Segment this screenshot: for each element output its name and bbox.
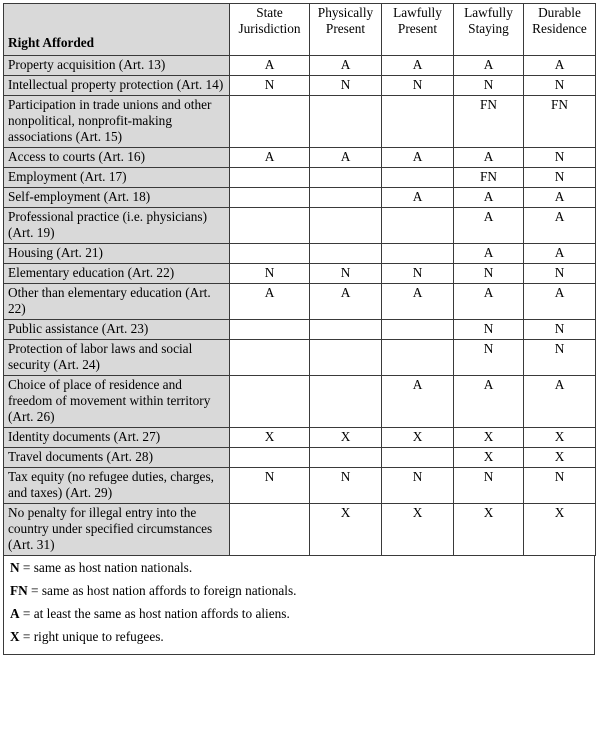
table-row: [4, 264, 596, 284]
table-cell: [230, 376, 310, 428]
table-cell: [230, 320, 310, 340]
table-cell: X: [310, 504, 382, 556]
row-label: Professional practice (i.e. physicians) (Art. 19): [4, 208, 230, 244]
rights-table: [3, 3, 596, 556]
table-cell: A: [454, 376, 524, 428]
table-cell: A: [382, 376, 454, 428]
table-cell: [310, 320, 382, 340]
legend-key: A: [10, 606, 20, 621]
table-cell: N: [454, 468, 524, 504]
table-cell: FN: [524, 96, 596, 148]
table-cell: X: [382, 504, 454, 556]
table-cell: X: [524, 428, 596, 448]
table-cell: [230, 448, 310, 468]
table-cell: [230, 208, 310, 244]
table-row: [4, 468, 596, 504]
table-cell: A: [454, 188, 524, 208]
table-cell: A: [524, 376, 596, 428]
legend-text: = same as host nation affords to foreign nationals.: [27, 583, 297, 598]
table-row: [4, 56, 596, 76]
table-cell: N: [310, 76, 382, 96]
table-row: [4, 284, 596, 320]
legend-item-n: [10, 558, 588, 581]
legend-text: = right unique to refugees.: [19, 629, 164, 644]
legend: [3, 556, 595, 655]
table-cell: [230, 340, 310, 376]
table-cell: [382, 96, 454, 148]
table-cell: N: [524, 320, 596, 340]
table-cell: A: [454, 244, 524, 264]
row-label: No penalty for illegal entry into the country under specified circumstances (Art. 31): [4, 504, 230, 556]
table-cell: A: [382, 188, 454, 208]
table-cell: [382, 448, 454, 468]
column-header-lawfully-staying: Lawfully Staying: [454, 4, 524, 56]
table-row: [4, 340, 596, 376]
table-cell: [382, 168, 454, 188]
table-cell: X: [454, 448, 524, 468]
table-cell: N: [382, 264, 454, 284]
table-row: [4, 76, 596, 96]
table-cell: N: [382, 468, 454, 504]
row-label: Participation in trade unions and other nonpolitical, nonprofit-making associations (Art. 15): [4, 96, 230, 148]
table-cell: N: [382, 76, 454, 96]
table-cell: [382, 244, 454, 264]
legend-text: = at least the same as host nation affords to aliens.: [19, 606, 290, 621]
table-row: [4, 168, 596, 188]
legend-item-x: [10, 627, 588, 650]
legend-text: = same as host nation nationals.: [19, 560, 193, 575]
table-cell: [310, 168, 382, 188]
row-label: Tax equity (no refugee duties, charges, and taxes) (Art. 29): [4, 468, 230, 504]
table-cell: A: [524, 208, 596, 244]
table-cell: [230, 244, 310, 264]
table-cell: X: [382, 428, 454, 448]
table-cell: [230, 168, 310, 188]
table-cell: A: [230, 148, 310, 168]
row-label: Other than elementary education (Art. 22): [4, 284, 230, 320]
row-label: Employment (Art. 17): [4, 168, 230, 188]
table-cell: [382, 320, 454, 340]
table-cell: [310, 188, 382, 208]
table-row: [4, 504, 596, 556]
table-cell: A: [230, 56, 310, 76]
table-cell: N: [524, 148, 596, 168]
table-cell: FN: [454, 168, 524, 188]
legend-item-a: [10, 604, 588, 627]
table-cell: N: [454, 320, 524, 340]
column-header-right-afforded: Right Afforded: [4, 4, 230, 56]
table-cell: A: [382, 148, 454, 168]
legend-key: N: [10, 560, 20, 575]
table-cell: A: [524, 56, 596, 76]
table-cell: A: [524, 188, 596, 208]
table-header-row: [4, 4, 596, 56]
table-cell: A: [524, 244, 596, 264]
table-cell: A: [454, 56, 524, 76]
table-cell: [310, 448, 382, 468]
table-cell: [310, 244, 382, 264]
table-row: [4, 376, 596, 428]
table-cell: A: [382, 284, 454, 320]
table-cell: N: [524, 340, 596, 376]
legend-item-fn: [10, 581, 588, 604]
table-cell: N: [524, 168, 596, 188]
table-cell: A: [454, 284, 524, 320]
table-cell: N: [524, 468, 596, 504]
table-cell: A: [310, 56, 382, 76]
table-cell: N: [454, 264, 524, 284]
column-header-physically-present: Physically Present: [310, 4, 382, 56]
table-cell: A: [230, 284, 310, 320]
table-cell: N: [524, 264, 596, 284]
row-label: Public assistance (Art. 23): [4, 320, 230, 340]
table-row: [4, 244, 596, 264]
table-cell: [230, 188, 310, 208]
table-row: [4, 148, 596, 168]
table-cell: A: [310, 284, 382, 320]
table-cell: N: [454, 340, 524, 376]
legend-key: FN: [10, 583, 28, 598]
table-row: [4, 448, 596, 468]
table-cell: X: [310, 428, 382, 448]
table-cell: [230, 96, 310, 148]
row-label: Choice of place of residence and freedom of movement within territory (Art. 26): [4, 376, 230, 428]
row-label: Identity documents (Art. 27): [4, 428, 230, 448]
table-cell: N: [230, 76, 310, 96]
table-cell: X: [524, 448, 596, 468]
table-cell: [382, 340, 454, 376]
table-row: [4, 208, 596, 244]
table-cell: [310, 340, 382, 376]
table-row: [4, 188, 596, 208]
row-label: Access to courts (Art. 16): [4, 148, 230, 168]
table-cell: N: [310, 264, 382, 284]
row-label: Intellectual property protection (Art. 14): [4, 76, 230, 96]
row-label: Housing (Art. 21): [4, 244, 230, 264]
table-body: [4, 56, 596, 556]
rights-document: [3, 3, 595, 655]
table-cell: N: [310, 468, 382, 504]
table-cell: A: [454, 208, 524, 244]
table-cell: X: [230, 428, 310, 448]
table-cell: A: [454, 148, 524, 168]
table-cell: N: [454, 76, 524, 96]
table-cell: [310, 208, 382, 244]
column-header-durable-residence: Durable Residence: [524, 4, 596, 56]
table-cell: X: [454, 504, 524, 556]
legend-key: X: [10, 629, 20, 644]
table-row: [4, 428, 596, 448]
row-label: Elementary education (Art. 22): [4, 264, 230, 284]
table-cell: N: [230, 468, 310, 504]
table-cell: [230, 504, 310, 556]
row-label: Travel documents (Art. 28): [4, 448, 230, 468]
table-cell: A: [382, 56, 454, 76]
table-row: [4, 320, 596, 340]
table-cell: [382, 208, 454, 244]
column-header-lawfully-present: Lawfully Present: [382, 4, 454, 56]
table-cell: A: [310, 148, 382, 168]
table-cell: A: [524, 284, 596, 320]
table-cell: FN: [454, 96, 524, 148]
table-cell: X: [524, 504, 596, 556]
table-cell: X: [454, 428, 524, 448]
row-label: Property acquisition (Art. 13): [4, 56, 230, 76]
table-row: [4, 96, 596, 148]
table-cell: [310, 96, 382, 148]
table-cell: N: [230, 264, 310, 284]
table-cell: [310, 376, 382, 428]
column-header-state-jurisdiction: State Jurisdiction: [230, 4, 310, 56]
table-cell: N: [524, 76, 596, 96]
row-label: Protection of labor laws and social security (Art. 24): [4, 340, 230, 376]
row-label: Self-employment (Art. 18): [4, 188, 230, 208]
